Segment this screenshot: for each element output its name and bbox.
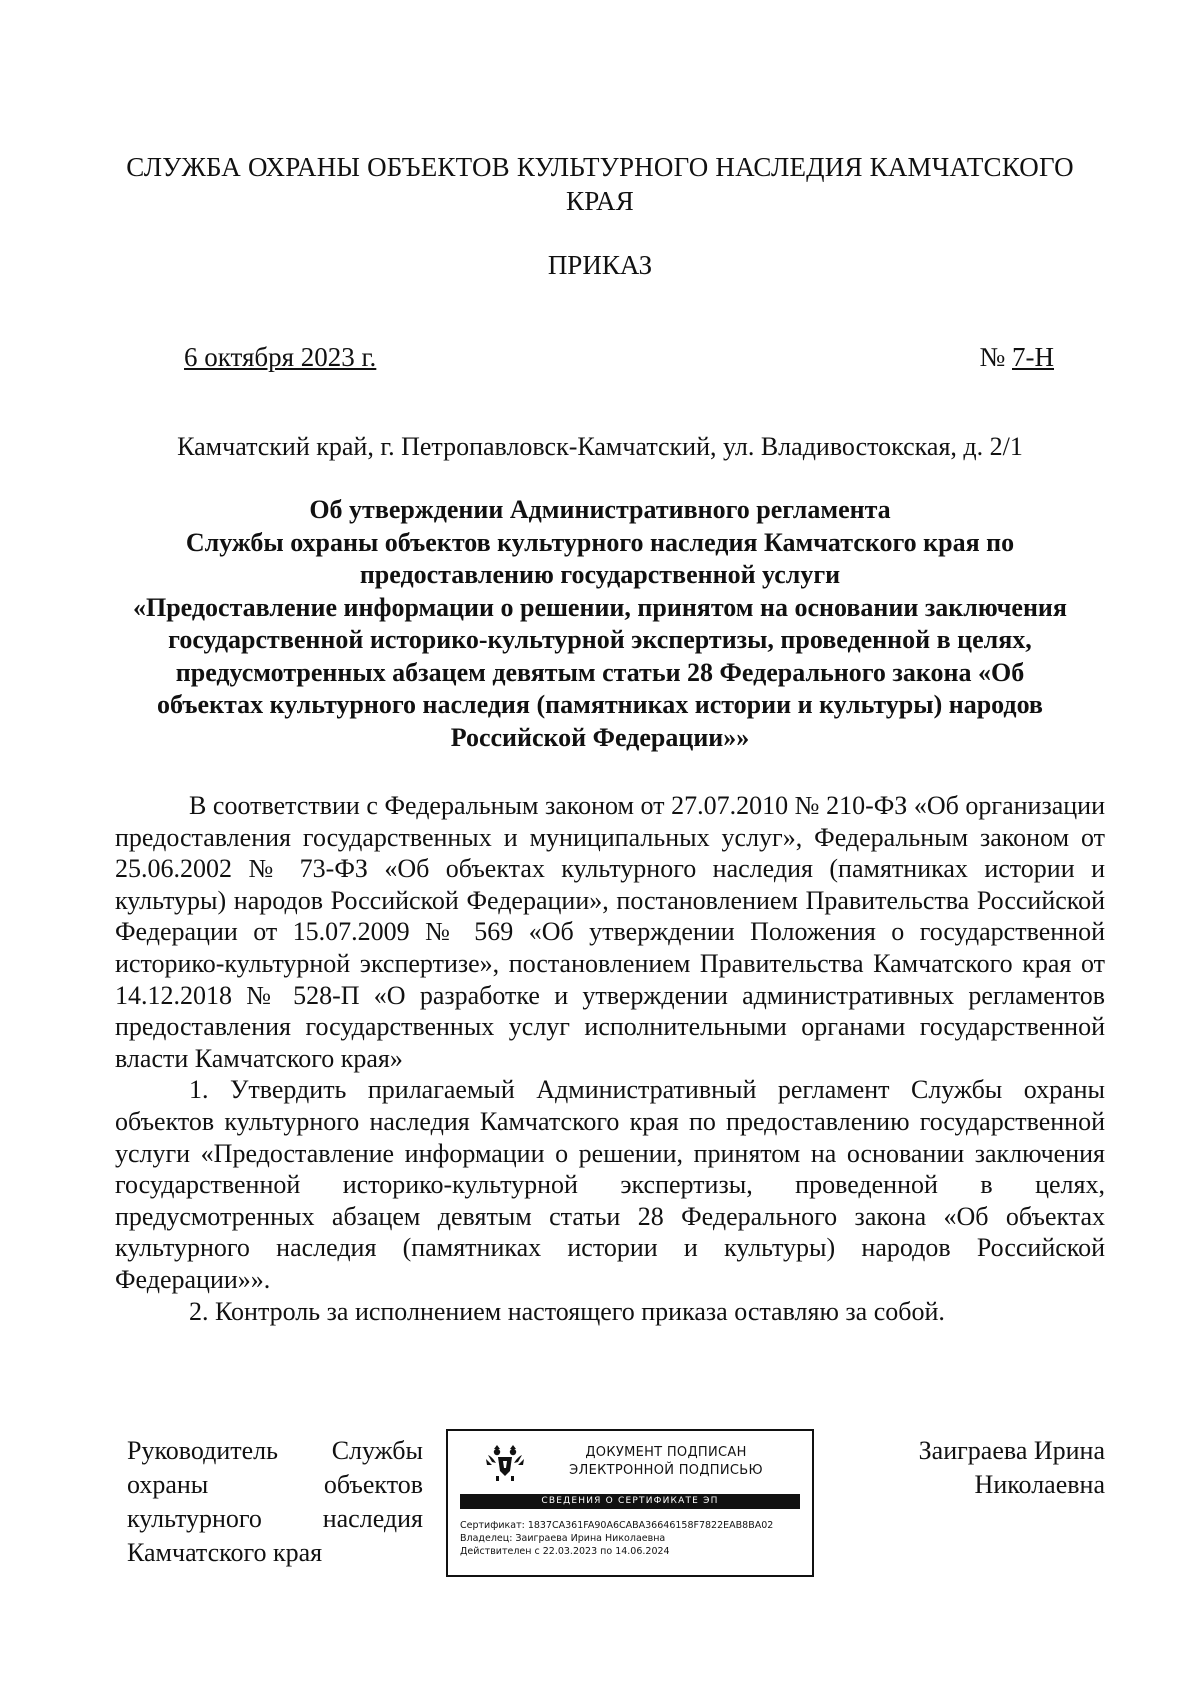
title-line: объектах культурного наследия (памятниках истории и культуры) народов: [157, 690, 1043, 719]
signer-position: [127, 1434, 423, 1570]
order-item-2: 2. Контроль за исполнением настоящего приказа оставляю за собой.: [189, 1296, 945, 1326]
number-value: 7-Н: [1012, 342, 1054, 372]
title-line: Об утверждении Административного регламента: [309, 495, 891, 524]
stamp-title-line1: ДОКУМЕНТ ПОДПИСАН: [585, 1445, 747, 1460]
document-title: [100, 494, 1100, 754]
signer-name: [845, 1434, 1105, 1502]
coat-of-arms-icon: [484, 1445, 526, 1483]
title-line: предоставлению государственной услуги: [359, 560, 841, 589]
stamp-title-line2: ЭЛЕКТРОННОЙ ПОДПИСЬЮ: [569, 1463, 763, 1478]
certificate-owner: Владелец: Заиграева Ирина Николаевна: [460, 1533, 666, 1544]
organization-name: [100, 150, 1100, 218]
organization-name-line2: КРАЯ: [566, 186, 634, 216]
document-type: ПРИКАЗ: [547, 250, 653, 280]
signer-position-line: Камчатского края: [127, 1538, 323, 1567]
title-line: «Предоставление информации о решении, принятом на основании заключения: [133, 592, 1067, 622]
organization-name-line1: СЛУЖБА ОХРАНЫ ОБЪЕКТОВ КУЛЬТУРНОГО НАСЛЕДИЯ КАМЧАТСКОГО: [126, 152, 1074, 182]
electronic-signature-stamp: [446, 1429, 814, 1577]
signer-position-line: охраны объектов: [127, 1470, 423, 1499]
title-line: Российской Федерации»»: [450, 722, 750, 752]
certificate-serial: Сертификат: 1837CA361FA90A6CABA36646158F7822EAB8BA02: [460, 1520, 774, 1531]
signer-position-line: культурного наследия: [127, 1504, 423, 1533]
signer-name-line1: Заиграева Ирина: [918, 1436, 1105, 1465]
document-date: 6 октября 2023 г.: [184, 342, 377, 372]
number-sign: №: [979, 342, 1006, 372]
title-line: государственной историко-культурной экспертизы, проведенной в целях,: [168, 625, 1032, 654]
certificate-info-bar: СВЕДЕНИЯ О СЕРТИФИКАТЕ ЭП: [460, 1494, 800, 1509]
document-number: [979, 342, 1054, 373]
signer-position-line: Руководитель Службы: [127, 1436, 423, 1465]
title-line: Службы охраны объектов культурного наследия Камчатского края по: [185, 527, 1015, 557]
signer-name-line2: Николаевна: [974, 1470, 1105, 1499]
document-body: [115, 790, 1105, 1327]
order-item-1: 1. Утвердить прилагаемый Административный регламент Службы охраны объектов культурного наследия Камчатского края по предоставлению государственной услуги «Предоставление информации о решении, принятом на основании заключения государственной историко-культурной экспертизы, проведенной в целях, предусмотренных абзацем девятым статьи 28 Федерального закона «Об объектах культурного наследия (памятниках истории и культуры) народов Российской Федерации»».: [115, 1075, 1105, 1294]
title-line: предусмотренных абзацем девятым статьи 28 Федерального закона «Об: [175, 657, 1025, 687]
preamble-paragraph: В соответствии с Федеральным законом от 27.07.2010 № 210-ФЗ «Об организации предоставления государственных и муниципальных услуг», Федеральным законом от 25.06.2002 № 73-ФЗ «Об объектах культурного наследия (памятниках истории и культуры) народов Российской Федерации», постановлением Правительства Российской Федерации от 15.07.2009 № 569 «Об утверждении Положения о государственной историко-культурной экспертизе», постановлением Правительства Камчатского края от 14.12.2018 № 528-П «О разработке и утверждении административных регламентов предоставления государственных услуг исполнительными органами государственной власти Камчатского края»: [115, 791, 1105, 1073]
certificate-validity: Действителен с 22.03.2023 по 14.06.2024: [460, 1546, 670, 1557]
document-place: Камчатский край, г. Петропавловск-Камчатский, ул. Владивостокская, д. 2/1: [177, 432, 1023, 461]
